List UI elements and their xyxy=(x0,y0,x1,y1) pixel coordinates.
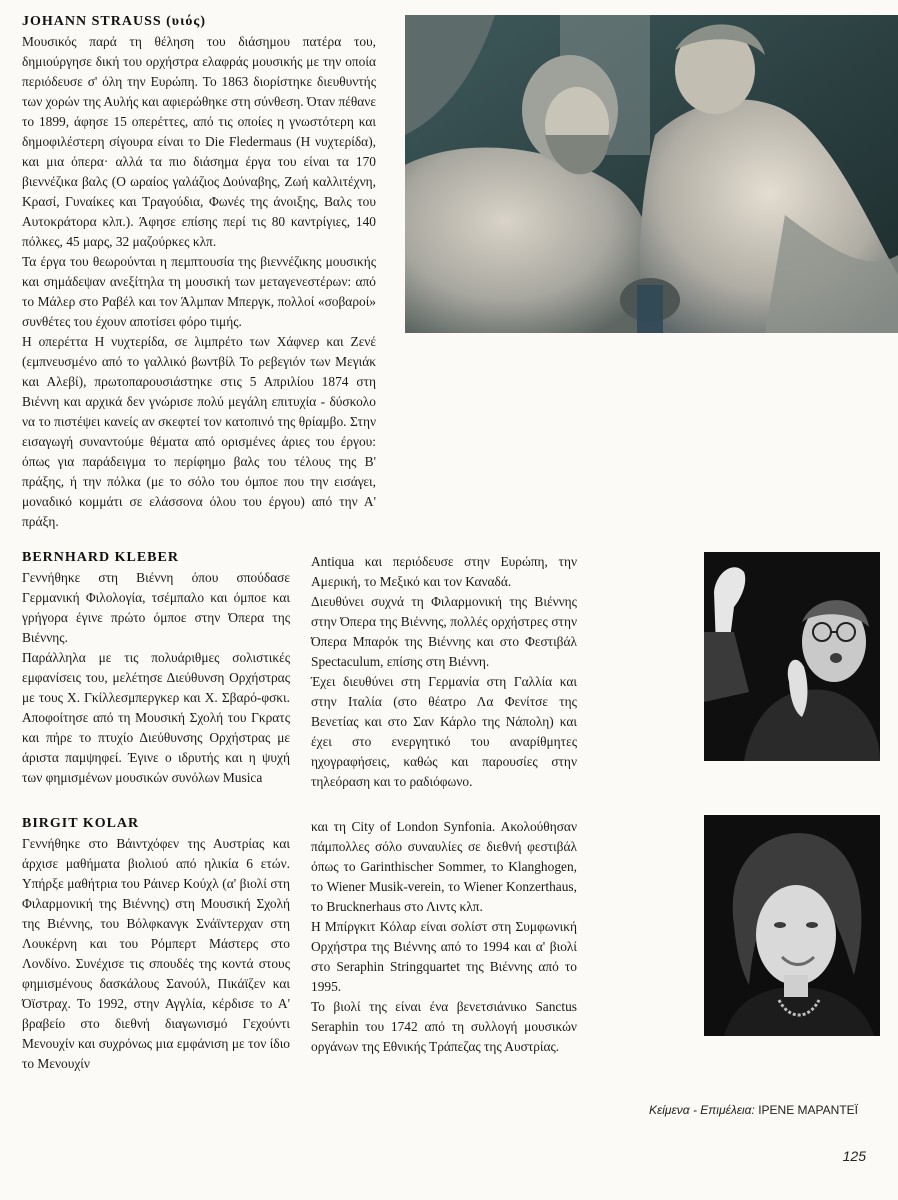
kolar-paragraph-1: Γεννήθηκε στο Βάιντχόφεν της Αυστρίας και άρχισε μαθήματα βιολιού από ηλικία 6 ετών. Υπήρξε μαθήτρια του Ράινερ Κούχλ (α' βιολί στη Φιλαρμονική της Βιέννης) στη Μουσική Σχολή της Βιέννης, του Βόλφκανγκ Σνάϊντερχαν στη Λουκέρνη και του Ρόμπερτ Μάστερς στο Λονδίνο. Συνέχισε τις σπουδές της κοντά στους φημισμένους δασκάλους Σανούλ, Πικάϊζεν και Όϊστραχ. Το 1992, στην Αγγλία, κέρδισε το Α' βραβείο στο διεθνή διαγωνισμό Γεχούντι Μενουχίν και συχρόνως μια εμφάνιση με τον ίδιο το Μενουχίν xyxy=(22,836,290,1071)
strauss-paragraph-1: Μουσικός παρά τη θέληση του διάσημου πατέρα του, δημιούργησε δική του ορχήστρα ελαφράς μουσικής με την οποία περιόδευσε σ' όλη την Ευρώπη. Το 1863 διορίστηκε διευθυντής των χορών της Αυλής και αφιερώθηκε στη σύνθεση. Όταν πέθανε το 1899, άφησε 15 οπερέττες, από τις οποίες η γνωστότερη και δημοφιλέστερη σίγουρα είναι το Die Fledermaus (Η νυχτερίδα), και μια όπερα· αλλά τα πιο διάσημα έργα του είναι τα 170 βιεννέζικα βαλς (Ο ωραίος γαλάζιος Δούναβης, Ζωή καλλιτέχνη, Κρασί, Γυναίκες και Τραγούδια, Φωνές της άνοιξης, Βαλς του Αυτοκράτορα κλπ.). Άφησε επίσης περί τις 80 καντρίγιες, 140 πόλκες, 45 μαρς, 32 μαζούρκες κλπ. xyxy=(22,34,376,249)
kolar-column-2 xyxy=(311,817,577,1057)
kolar-column-1-text xyxy=(22,834,290,1074)
credit-name: ΙΡΕΝΕ ΜΑΡΑΝΤΕΪ xyxy=(758,1103,858,1117)
strauss-heading: JOHANN STRAUSS (υιός) xyxy=(22,14,206,29)
kolar-photo xyxy=(704,815,880,1036)
kleber-column-1-text xyxy=(22,568,290,788)
kleber-paragraph-5: Έχει διευθύνει στη Γερμανία στη Γαλλία και στην Ιταλία (στο θέατρο Λα Φενίτσε της Βενετίας και στο Σαν Κάρλο της Νάπολη) και έχει στο ενεργητικό του αναρίθμητες ηχογραφήσεις, καθώς και παρουσίες στην τηλεόραση και το ραδιόφωνο. xyxy=(311,674,577,789)
kolar-column-1 xyxy=(22,816,290,1074)
kolar-heading: BIRGIT KOLAR xyxy=(22,816,140,831)
kleber-paragraph-2: Παράλληλα με τις πολυάριθμες σολιστικές εμφανίσεις του, μελέτησε Διεύθυνση Ορχήστρας με τους Χ. Γκίλλεσμπεργκερ και Χ. Σβαρό-φσκι. Αποφοίτησε από τη Μουσική Σχολή του Γκρατς και πήρε το πτυχίο Διεύθυνσης Ορχήστρας με άριστα παμψηφεί. Έγινε ο ιδρυτής και η ψυχή των φημισμένων μουσικών συνόλων Musica xyxy=(22,650,290,785)
kleber-column-2-text xyxy=(311,552,577,792)
kleber-photo xyxy=(704,552,880,761)
credit-line xyxy=(600,1103,858,1117)
kolar-paragraph-2: και τη City of London Synfonia. Ακολούθησαν πάμπολλες σόλο συναυλίες σε διεθνή φεστιβάλ όπως το Garinthischer Sommer, το Klanghogen, το Wiener Musik-verein, το Wiener Konzerthaus, το Brucknerhaus στο Λιντς κλπ. xyxy=(311,819,577,914)
kleber-portrait-illustration xyxy=(704,552,880,761)
strauss-body xyxy=(22,32,376,532)
kolar-paragraph-4: Το βιολί της είναι ένα βενετσιάνικο Sanctus Seraphin του 1742 από τη συλλογή μουσικών οργάνων της Εθνικής Τράπεζας της Αυστρίας. xyxy=(311,999,577,1054)
strauss-paragraph-2: Τα έργα του θεωρούνται η πεμπτουσία της βιεννέζικης μουσικής και σημάδεψαν ανεξίτηλα τη μουσική των μεταγενεστέρων: από το Μάλερ στο Ραβέλ και τον Άλμπαν Μπεργκ, πολλοί «σοβαροί» συνθέτες του έχουν αποτίσει φόρο τιμής. xyxy=(22,254,376,329)
kleber-paragraph-4: Διευθύνει συχνά τη Φιλαρμονική της Βιέννης στην Όπερα της Βιέννης, πολλές ορχήστρες στην Όπερα Μπαρόκ της Βιέννης και στο Φεστιβάλ Spectaculum, επίσης στη Βιέννη. xyxy=(311,594,577,669)
statue-illustration xyxy=(405,15,898,333)
strauss-paragraph-3: Η οπερέττα Η νυχτερίδα, σε λιμπρέτο των Χάφνερ και Ζενέ (εμπνευσμένο από το γαλλικό βωντβίλ Το ρεβεγιόν των Μεγιάκ και Αλεβί), πρωτοπαρουσιάστηκε στις 5 Απριλίου 1874 στη Βιέννη και αρχικά δεν γνώρισε πολύ μεγάλη επιτυχία - δύσκολο να το πιστέψει κανείς αν σκεφτεί τον κατοπινό της θρίαμβο. Στην εισαγωγή συναντούμε θέματα από ορισμένες άριες του έργου: όπως για παράδειγμα το περίφημο βαλς του τέλους της Β' πράξης, ή την πόλκα (με το σόλο του όμποε που την εισάγει, μοναδικό κομμάτι σε ελάσσονα όλου του έργου) από την Α' πράξη. xyxy=(22,334,376,529)
kolar-paragraph-3: Η Μπίργκιτ Κόλαρ είναι σολίστ στη Συμφωνική Ορχήστρα της Βιέννης από το 1994 και α' βιολί στο Seraphin Stringquartet της Βιέννης από το 1995. xyxy=(311,919,577,994)
statue-fountain-photo xyxy=(405,15,898,333)
kleber-paragraph-3: Antiqua και περιόδευσε στην Ευρώπη, την Αμερική, το Μεξικό και τον Καναδά. xyxy=(311,554,577,589)
kleber-paragraph-1: Γεννήθηκε στη Βιέννη όπου σπούδασε Γερμανική Φιλολογία, τσέμπαλο και όμποε και γρήγορα έγινε πρώτο όμποε στην Όπερα της Βιέννης. xyxy=(22,570,290,645)
kleber-column-2 xyxy=(311,552,577,792)
kolar-column-2-text xyxy=(311,817,577,1057)
kleber-column-1 xyxy=(22,550,290,788)
kolar-portrait-illustration xyxy=(704,815,880,1036)
kleber-heading: BERNHARD KLEBER xyxy=(22,550,179,565)
page-number: 125 xyxy=(842,1148,866,1164)
credit-label: Κείμενα - Επιμέλεια: xyxy=(648,1103,755,1117)
strauss-section xyxy=(22,14,376,532)
